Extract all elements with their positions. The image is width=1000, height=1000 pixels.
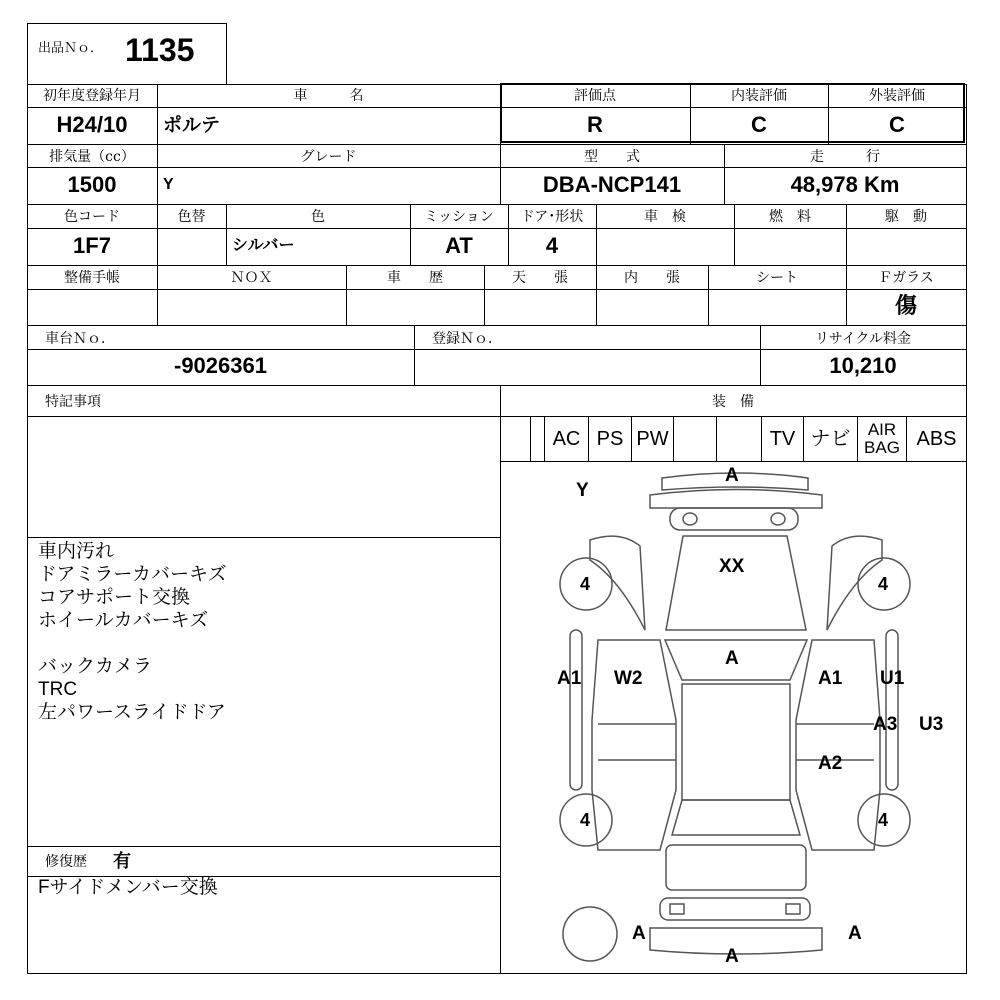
car-name-value: ポルテ [163,115,221,136]
mark-right-front-fender: A1 [818,668,843,689]
drive-label: 駆 動 [885,209,927,225]
mark-roof-front: A [725,648,739,669]
front-emblem-shape-2 [771,513,785,525]
mark-right-quarter: A2 [818,753,843,774]
recycle-fee-value: 10,210 [829,353,897,378]
equipment-cell: TV [762,416,804,461]
repair-history-value: 有 [113,851,131,871]
grade-label: グレード [300,149,357,165]
mark-rear-bumper: A [725,946,739,967]
interior-score-value: C [751,112,767,137]
lot-label: 出品Ｎｏ． [38,41,104,56]
front-plate-shape [670,508,798,530]
tire-rear-right-grade: 4 [878,810,889,830]
first-reg-label: 初年度登録年月 [43,88,141,104]
equipment-cell [674,416,717,461]
interior-score-label: 内装評価 [731,88,787,104]
hood-shape [666,536,806,630]
door-type-value: 4 [545,233,559,258]
grade-mark: Y [576,480,589,501]
f-glass-label: Ｆガラス [878,270,934,286]
mark-front-bumper: A [725,465,739,486]
right-sill-shape [886,630,898,790]
recycle-fee-label: リサイクル料金 [814,331,912,347]
color-code-label: 色コード [64,209,120,225]
model-label: 型 式 [584,149,640,165]
interior-trim-label: 内 張 [624,270,680,286]
mark-right-rear-door: A3 [873,714,898,735]
front-bumper-shape [650,490,822,509]
rear-glass-shape [672,800,800,835]
sunroof-label: 天 張 [512,270,568,286]
tire-rear-left-grade: 4 [580,810,591,830]
spare-tire-shape [563,907,617,961]
transmission-value: AT [445,233,473,258]
model-value: DBA-NCP141 [542,172,682,197]
rear-hatch-shape [666,845,806,890]
fuel-label: 燃 料 [769,209,811,225]
remarks-label: 特記事項 [45,394,101,410]
color-change-label: 色替 [177,209,206,225]
chassis-no-value: -9026361 [174,353,267,378]
equipment-cell [530,416,545,461]
color-code-value: 1F7 [73,233,111,258]
seat-label: シート [756,270,798,286]
mileage-value: 48,978 Km [790,172,900,197]
nox-label: ＮＯＸ [230,270,273,286]
grade-value: Y [163,176,174,193]
front-emblem-shape [683,513,697,525]
equipment-cell [717,416,762,461]
score-label: 評価点 [574,88,616,104]
door-type-label: ドア･形状 [520,209,584,225]
equipment-cell: AIR BAG [858,416,907,461]
repair-history-label: 修復歴 [45,854,87,870]
equipment-cell: AC [545,416,589,461]
chassis-no-label: 車台Ｎｏ． [45,331,115,347]
equipment-cell: ナビ [804,416,858,461]
f-glass-value: 傷 [894,293,917,318]
mark-hood: XX [719,556,745,577]
tire-front-left-grade: 4 [580,574,591,594]
reg-no-label: 登録Ｎｏ． [432,331,502,347]
right-front-fender-shape [827,536,882,630]
mark-rear-right: A [848,923,862,944]
color-value: シルバー [232,237,295,254]
maintenance-book-label: 整備手帳 [64,270,120,286]
equipment-cell: ABS [916,427,957,450]
mark-right-front-door: U1 [880,668,905,689]
remarks-text: 車内汚れ ドアミラーカバーキズ コアサポート交換 ホイールカバーキズ バックカメラ TRC 左パワースライドドア [38,541,227,723]
tire-front-right-grade: 4 [878,574,889,594]
left-sill-shape [570,630,582,790]
color-label: 色 [311,209,325,225]
exterior-score-value: C [889,112,905,137]
equipment-cell: PW [632,416,674,461]
exterior-score-label: 外装評価 [869,88,925,104]
first-reg-value: H24/10 [56,112,128,137]
mark-left-front-door: W2 [614,668,643,689]
inspection-label: 車 検 [644,209,686,225]
mileage-label: 走 行 [810,149,880,165]
repair-text: Fサイドメンバー交換 [38,877,218,898]
rear-plate-shape [660,898,810,920]
mark-rear-left: A [632,923,646,944]
roof-shape [682,684,790,800]
displacement-label: 排気量（cc） [49,149,135,165]
transmission-label: ミッション [424,209,494,225]
mark-right-rear-door-2: U3 [919,714,944,735]
mark-left-front-fender: A1 [557,668,582,689]
lot-number: 1135 [125,32,195,68]
left-front-fender-shape [590,536,645,630]
car-name-label: 車 名 [293,88,364,104]
score-value: R [587,112,603,137]
equipment-cell: PS [589,416,632,461]
displacement-value: 1500 [67,172,117,197]
history-label: 車 歴 [387,270,443,286]
equipment-label: 装 備 [712,394,754,410]
